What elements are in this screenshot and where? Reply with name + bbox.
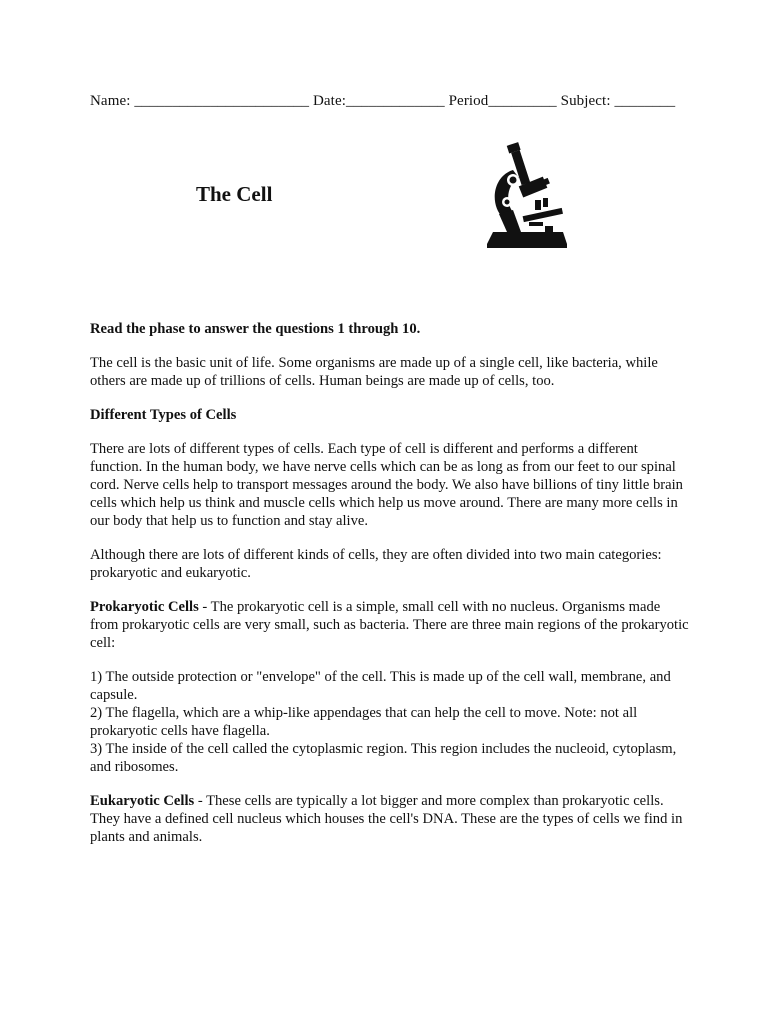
prokaryotic-description: - The prokaryotic cell is a simple, small cell with no nucleus. Organisms made from prokaryotic cells are very small, such as bacteria. There are three main regions of the prokaryotic cell: xyxy=(90,599,689,651)
cell-types-paragraph: There are lots of different types of cells. Each type of cell is different and performs a different function. In the human body, we have nerve cells which can be as long as from our feet to our spinal cord. Nerve cells help to transport messages around the body. We also have billions of tiny little brain cells which help us think and muscle cells which help us move around. There are many more cells in our body that help us to function and stay alive. xyxy=(90,441,683,529)
list-item: 3) The inside of the cell called the cytoplasmic region. This region includes the nucleoid, cytoplasm, and ribosomes. xyxy=(90,741,677,775)
list-item: 1) The outside protection or "envelope" of the cell. This is made up of the cell wall, membrane, and capsule. xyxy=(90,669,671,703)
list-item: 2) The flagella, which are a whip-like appendages that can help the cell to move. Note: not all prokaryotic cells have flagella. xyxy=(90,705,638,739)
eukaryotic-paragraph xyxy=(90,792,690,846)
section-heading: Different Types of Cells xyxy=(90,407,237,423)
microscope-icon xyxy=(483,140,571,250)
prokaryotic-regions-list xyxy=(90,668,690,776)
reading-passage xyxy=(90,320,690,862)
prokaryotic-paragraph xyxy=(90,598,690,652)
intro-paragraph: The cell is the basic unit of life. Some organisms are made up of a single cell, like bacteria, while others are made up of trillions of cells. Human beings are made up of cells, too. xyxy=(90,355,658,389)
student-info-line: Name: _______________________ Date:_____________ Period_________ Subject: ________ xyxy=(90,93,676,109)
page-title: The Cell xyxy=(196,182,273,206)
eukaryotic-description: - These cells are typically a lot bigger and more complex than prokaryotic cells. They have a defined cell nucleus which houses the cell's DNA. These are the types of cells we find in plants and animals. xyxy=(90,793,683,845)
eukaryotic-term: Eukaryotic Cells xyxy=(90,793,195,809)
prokaryotic-term: Prokaryotic Cells xyxy=(90,599,199,615)
categories-paragraph: Although there are lots of different kinds of cells, they are often divided into two main categories: prokaryotic and eukaryotic. xyxy=(90,547,662,581)
instructions: Read the phase to answer the questions 1 through 10. xyxy=(90,321,421,337)
